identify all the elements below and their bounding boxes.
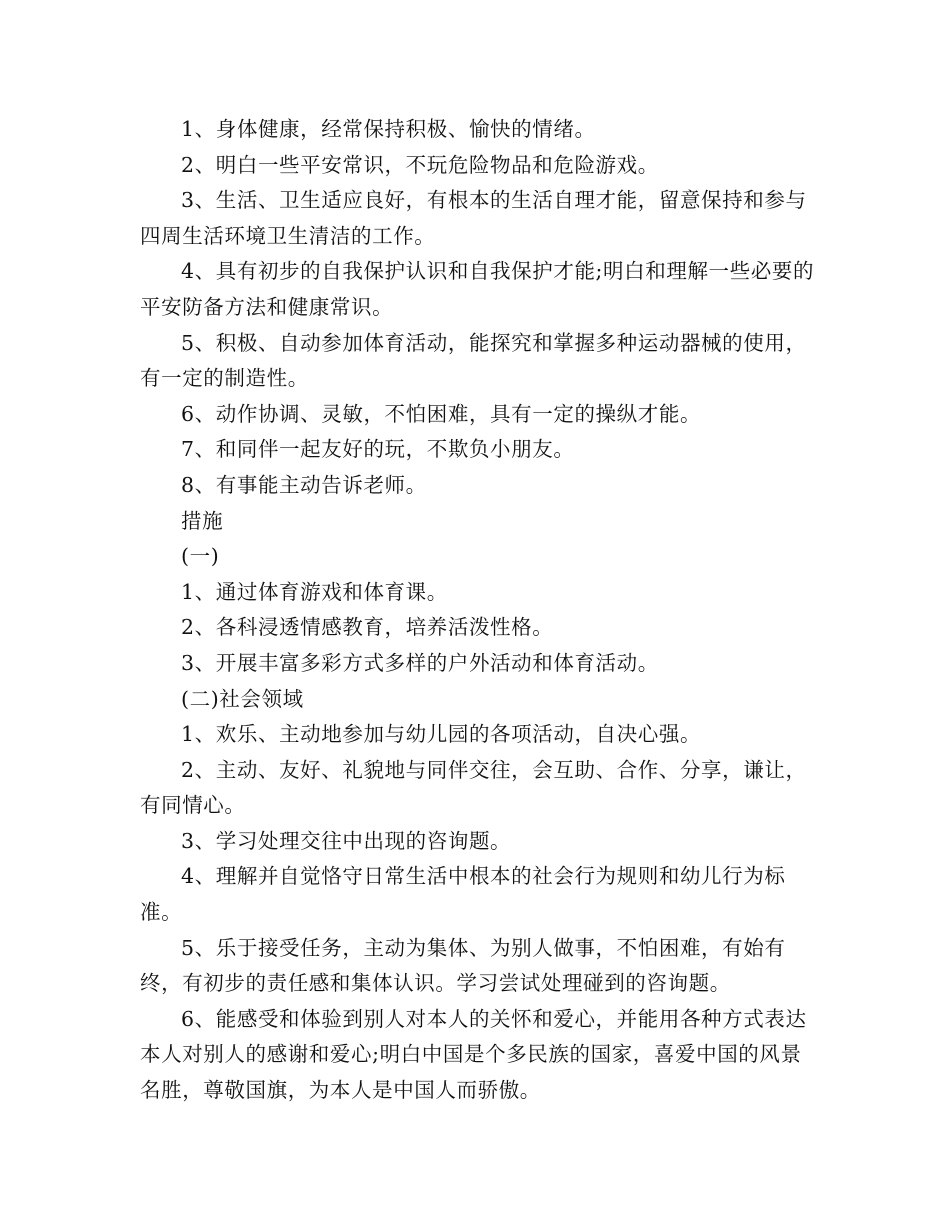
section-heading: 措施 [181,508,224,533]
paragraph: 5、积极、自动参加体育活动，能探究和掌握多种运动器械的使用，有一定的制造性。 [140,330,807,391]
paragraph: 1、通过体育游戏和体育课。 [181,579,448,604]
paragraph: 8、有事能主动告诉老师。 [181,472,427,497]
paragraph: 1、欢乐、主动地参加与幼儿园的各项活动，自决心强。 [181,722,702,747]
paragraph: 6、能感受和体验到别人对本人的关怀和爱心，并能用各种方式表达本人对别人的感谢和爱心;明白中国是个多民族的国家，喜爱中国的风景名胜，尊敬国旗，为本人是中国人而骄傲。 [140,1006,807,1103]
paragraph: 7、和同伴一起友好的玩，不欺负小朋友。 [181,437,575,462]
subsection-heading: (二)社会领域 [181,686,304,711]
paragraph: 4、理解并自觉恪守日常生活中根本的社会行为规则和幼儿行为标准。 [140,864,786,925]
subsection-heading: (一) [181,544,220,569]
paragraph: 1、身体健康，经常保持积极、愉快的情绪。 [181,117,596,141]
paragraph: 2、明白一些平安常识，不玩危险物品和危险游戏。 [181,152,659,177]
paragraph: 2、主动、友好、礼貌地与同伴交往，会互助、合作、分享，谦让，有同情心。 [140,757,807,818]
paragraph: 6、动作协调、灵敏，不怕困难，具有一定的操纵才能。 [181,401,702,426]
paragraph: 3、学习处理交往中出现的咨询题。 [181,828,512,853]
paragraph: 5、乐于接受任务，主动为集体、为别人做事，不怕困难，有始有终，有初步的责任感和集体认识。学习尝试处理碰到的咨询题。 [140,935,786,996]
document-body [140,112,820,1109]
paragraph: 2、各科浸透情感教育，培养活泼性格。 [181,615,554,640]
paragraph: 3、生活、卫生适应良好，有根本的生活自理才能，留意保持和参与四周生活环境卫生清洁的工作。 [140,188,807,248]
paragraph: 3、开展丰富多彩方式多样的户外活动和体育活动。 [181,650,659,675]
paragraph: 4、具有初步的自我保护认识和自我保护才能;明白和理解一些必要的平安防备方法和健康常识。 [140,259,815,319]
